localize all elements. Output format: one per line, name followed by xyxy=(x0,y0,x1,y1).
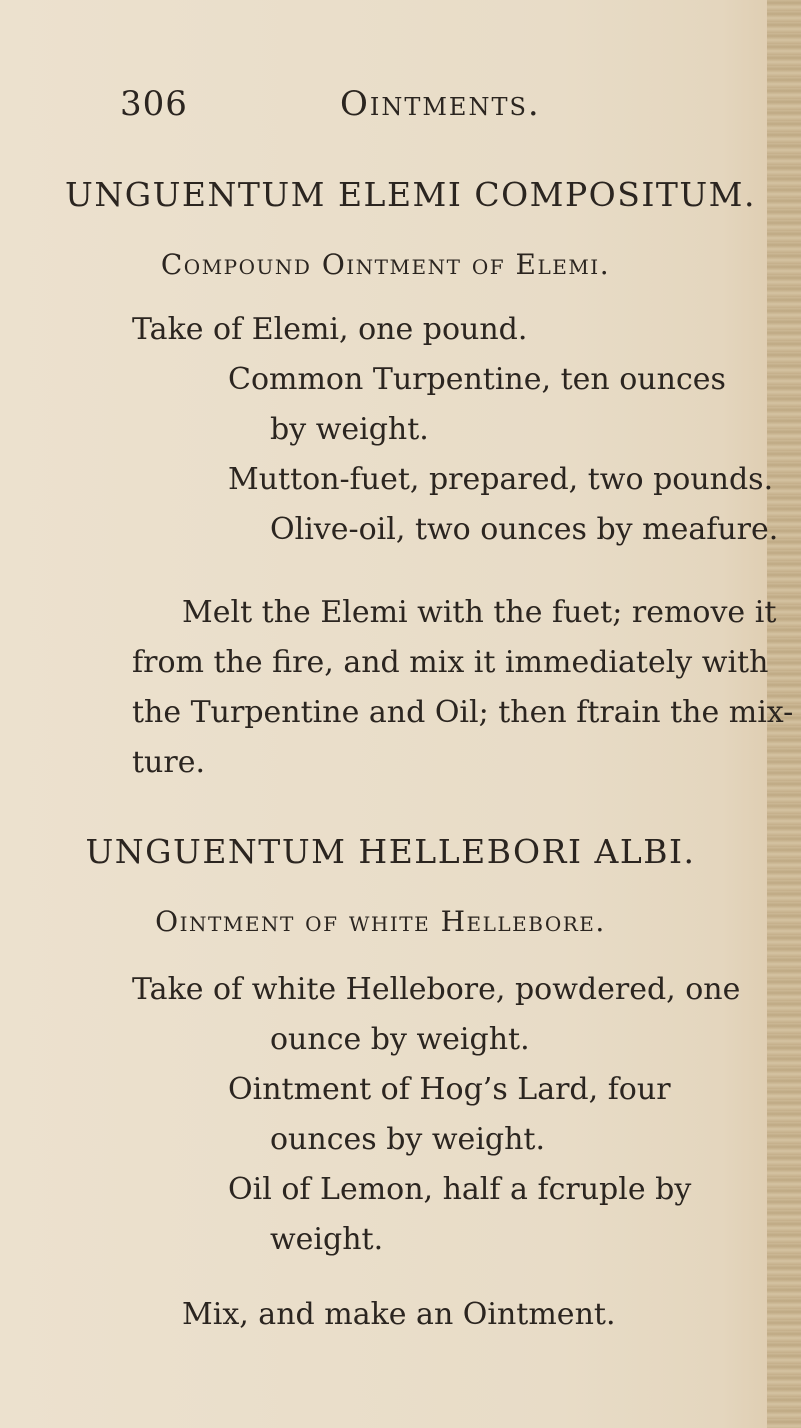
running-title: Ointments. xyxy=(340,84,541,124)
section1-direction-line: from the fire, and mix it immediately with xyxy=(132,645,769,680)
section2-direction-line: Mix, and make an Ointment. xyxy=(182,1297,616,1332)
section2-recipe-line: ounce by weight. xyxy=(270,1022,530,1057)
section1-title: UNGUENTUM ELEMI COMPOSITUM. xyxy=(65,175,756,214)
section1-recipe-line: by weight. xyxy=(270,412,429,447)
section2-recipe-line: Oil of Lemon, half a fcruple by xyxy=(228,1172,692,1207)
section1-direction-line: Melt the Elemi with the fuet; remove it xyxy=(182,595,777,630)
section2-recipe-line: ounces by weight. xyxy=(270,1122,546,1157)
section1-recipe-line: Common Turpentine, ten ounces xyxy=(228,362,726,397)
section1-recipe-line: Olive-oil, two ounces by meafure. xyxy=(270,512,779,547)
page-number: 306 xyxy=(120,84,188,124)
section2-title: UNGUENTUM HELLEBORI ALBI. xyxy=(85,832,696,871)
section1-direction-line: the Turpentine and Oil; then ftrain the mix- xyxy=(132,695,794,730)
section2-recipe-line: weight. xyxy=(270,1222,384,1257)
section1-direction-line: ture. xyxy=(132,745,206,780)
section1-subtitle: Compound Ointment of Elemi. xyxy=(160,248,611,281)
section2-recipe-line: Ointment of Hog’s Lard, four xyxy=(228,1072,671,1107)
section2-recipe-line: Take of white Hellebore, powdered, one xyxy=(132,972,741,1007)
section1-recipe-line: Take of Elemi, one pound. xyxy=(132,312,528,347)
section2-subtitle: Ointment of white Hellebore. xyxy=(155,905,606,938)
section1-recipe-line: Mutton-fuet, prepared, two pounds. xyxy=(228,462,774,497)
